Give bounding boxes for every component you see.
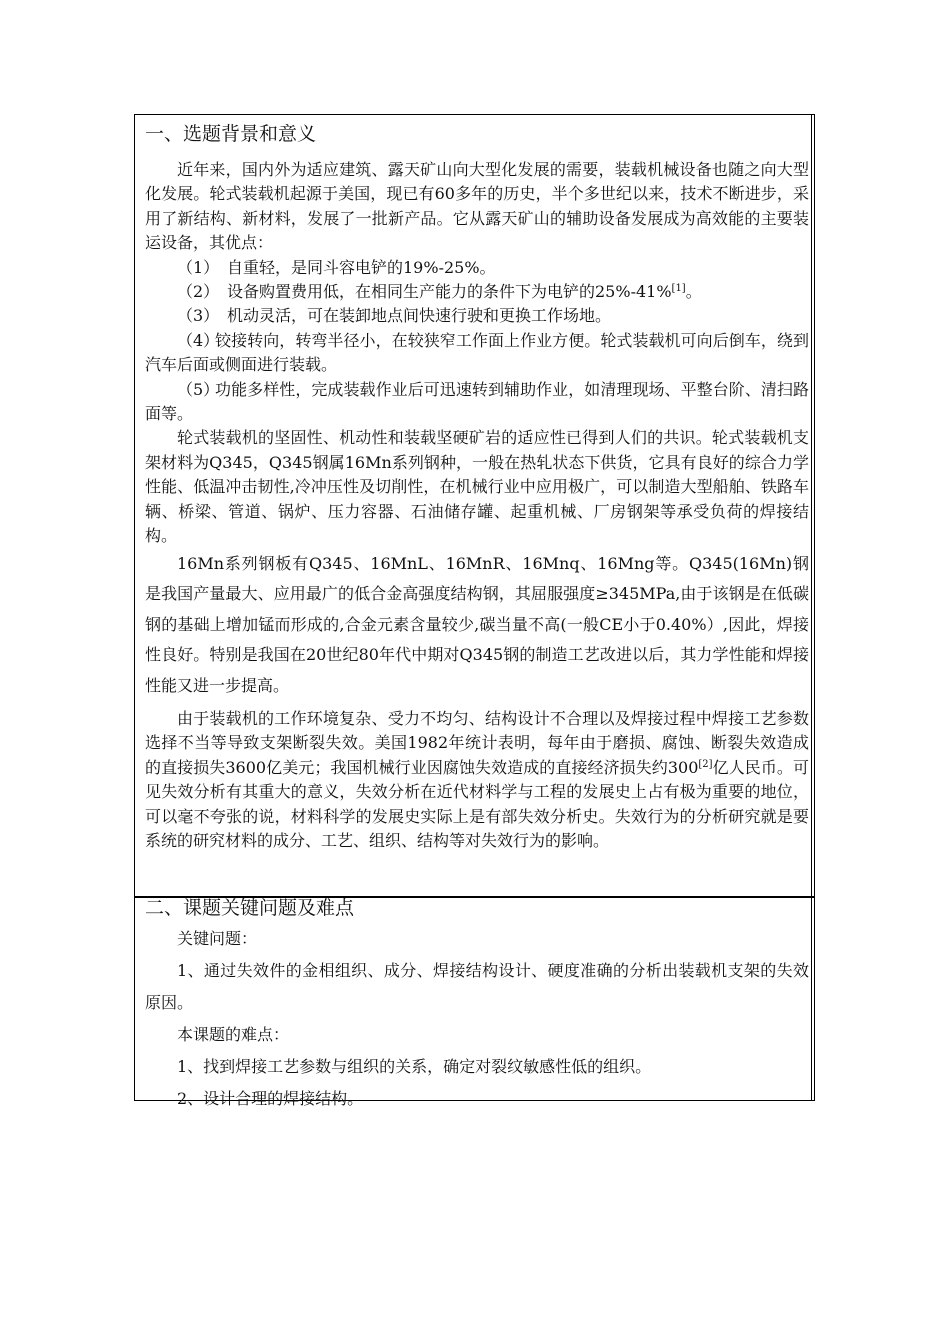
citation-ref: [1]: [671, 283, 686, 295]
list-item: （3） 机动灵活，可在装卸地点间快速行驶和更换工作场地。: [177, 306, 612, 326]
difficulties-label: 本课题的难点：: [177, 1025, 290, 1044]
key-problems-label: 关键问题：: [177, 929, 258, 948]
steel-grade-paragraph: 16Mn系列钢板有Q345、16MnL、16MnR、16Mnq、16Mng等。Q345(16Mn)钢是我国产量最大、应用最广的低合金高强度结构钢，其屈服强度≥345MPa,由于该钢是在低碳钢的基础上增加锰而形成的,合金元素含量较少,碳当量不高(一般CE小于0.40%）,因此，焊接性良好。特别是我国在20世纪80年代中期对Q345钢的制造工艺改进以后，其力学性能和焊接性能又进一步提高。: [145, 553, 809, 695]
section-heading: 二、课题关键问题及难点: [145, 897, 355, 919]
intro-paragraph: 近年来，国内外为适应建筑、露天矿山向大型化发展的需要，装载机械设备也随之向大型化发展。轮式装载机起源于美国，现已有60多年的历史，半个多世纪以来，技术不断进步，采用了新结构、新材料，发展了一批新产品。它从露天矿山的辅助设备发展成为高效能的主要装运设备，其优点：: [145, 160, 809, 253]
advantages-list: [145, 256, 809, 427]
section-background: [145, 121, 809, 853]
list-item: （2） 设备购置费用低，在相同生产能力的条件下为电铲的25%-41%[1]。: [177, 282, 702, 302]
list-item: （5）功能多样性，完成装载作业后可迅速转到辅助作业，如清理现场、平整台阶、清扫路面等。: [145, 379, 809, 424]
table-inner-border: [811, 115, 812, 1100]
section-heading: 一、选题背景和意义: [145, 123, 317, 145]
difficulty-item: 1、找到焊接工艺参数与组织的关系，确定对裂纹敏感性低的组织。: [177, 1057, 652, 1076]
material-paragraph: 轮式装载机的坚固性、机动性和装载坚硬矿岩的适应性已得到人们的共识。轮式装载机支架材料为Q345，Q345钢属16Mn系列钢种，一般在热轧状态下供货，它具有良好的综合力学性能、低温冲击韧性,冷冲压性及切削性，在机械行业中应用极广，可以制造大型船舶、铁路车辆、桥梁、管道、锅炉、压力容器、石油储存罐、起重机械、厂房钢架等承受负荷的焊接结构。: [145, 428, 809, 546]
failure-paragraph: 由于装载机的工作环境复杂、受力不均匀、结构设计不合理以及焊接过程中焊接工艺参数选择不当等导致支架断裂失效。美国1982年统计表明，每年由于磨损、腐蚀、断裂失效造成的直接损失3600亿美元；我国机械行业因腐蚀失效造成的直接经济损失约300[2]亿人民币。可见失效分析有其重大的意义，失效分析在近代材料学与工程的发展史上占有极为重要的地位，可以毫不夸张的说，材料科学的发展史实际上是有部失效分析史。失效行为的分析研究就是要系统的研究材料的成分、工艺、组织、结构等对失效行为的影响。: [145, 709, 809, 851]
list-item: （4）铰接转向，转弯半径小，在较狭窄工作面上作业方便。轮式装载机可向后倒车，绕到汽车后面或侧面进行装载。: [145, 330, 809, 375]
list-item: （1） 自重轻，是同斗容电铲的19%-25%。: [177, 257, 496, 277]
key-problem-item: 1、通过失效件的金相组织、成分、焊接结构设计、硬度准确的分析出装载机支架的失效原因。: [145, 961, 809, 1012]
proposal-table: [134, 114, 815, 1108]
difficulty-item: 2、设计合理的焊接结构。: [177, 1089, 364, 1108]
section-key-problems: [145, 895, 809, 1115]
citation-ref: [2]: [698, 758, 713, 770]
